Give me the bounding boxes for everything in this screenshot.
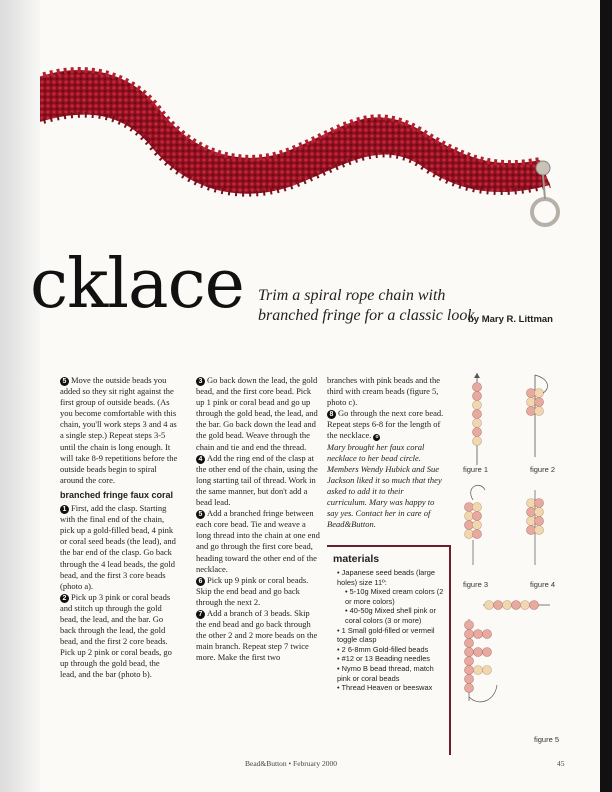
continued-text: branches with pink beads and the third with cream beads (figure 5, photo c). bbox=[327, 375, 441, 408]
materials-item: • #12 or 13 Beading needles bbox=[337, 654, 449, 664]
materials-item: • 2 6-8mm Gold-filled beads bbox=[337, 645, 449, 655]
step-number-badge: 8 bbox=[327, 410, 336, 419]
article-byline: by Mary R. Littman bbox=[468, 314, 553, 325]
materials-title: materials bbox=[333, 553, 380, 565]
step-number-badge: 2 bbox=[60, 594, 69, 603]
step-paragraph bbox=[60, 375, 178, 486]
materials-item: • 40-50g Mixed shell pink or coral colors (3 or more) bbox=[337, 606, 449, 625]
materials-box bbox=[327, 545, 451, 755]
figure-3-label: figure 3 bbox=[463, 580, 489, 589]
step-paragraph bbox=[196, 608, 320, 663]
text-column-2 bbox=[196, 375, 320, 663]
page-number: 45 bbox=[557, 759, 565, 768]
step-text: Move the outside beads you added so they sit right against the first group of outside beads. (As you become comfortable with this chain, you'll work steps 3 and 4 as a single step.) Repeat steps 3-5 until the chain is long enough. It will take 8-9 repetitions before the outside beads begin to spiral around the core. bbox=[60, 375, 178, 485]
coral-necklace-photo bbox=[40, 20, 560, 260]
figure-5-label: figure 5 bbox=[534, 735, 560, 744]
materials-item: • Nymo B bead thread, match pink or coral beads bbox=[337, 664, 449, 683]
step-text: Add a branched fringe between each core bead. Tie and weave a long thread into the chain at one end and go through the first core bead, heading toward the other end of the necklace. bbox=[196, 508, 320, 574]
step-number-badge: 5 bbox=[60, 377, 69, 386]
step-text: First, add the clasp. Starting with the final end of the chain, pick up a gold-filled bead, 4 pink or coral seed beads (the lead), and the bar end of the clasp. Go back through the 4 lead beads, the gold bead, and the first 3 core beads (photo a). bbox=[60, 503, 176, 591]
step-text: Go back down the lead, the gold bead, and the first core bead. Pick up 1 pink or coral bead and go up through the gold bead, the lead, and the bar. Go back down the lead and the gold bead. Weave through the chain and tie and end the thread. bbox=[196, 375, 318, 452]
section-subhead: branched fringe faux coral bbox=[60, 489, 174, 500]
step-paragraph bbox=[327, 408, 445, 441]
step-text: Pick up 3 pink or coral beads and stitch up through the gold bead, the lead, and the bar. Go back through the lead, the gold bead, and the first 2 core beads. Pick up 2 pink or coral beads, go up through the gold bead, the lead, and the bar (photo b). bbox=[60, 591, 172, 680]
figure-1-diagram bbox=[473, 373, 482, 465]
figure-5-diagram bbox=[465, 601, 551, 702]
step-paragraph bbox=[196, 508, 320, 575]
article-tagline: Trim a spiral rope chain with branched fringe for a classic look bbox=[258, 287, 475, 324]
materials-item: • 1 Small gold-filled or vermeil toggle clasp bbox=[337, 626, 449, 645]
article-headline: cklace bbox=[30, 245, 244, 324]
step-number-badge: 7 bbox=[196, 610, 205, 619]
materials-item: • Thread Heaven or beeswax bbox=[337, 683, 449, 693]
step-number-badge: 5 bbox=[196, 510, 205, 519]
figure-3-diagram bbox=[465, 485, 486, 565]
figure-2-diagram bbox=[527, 375, 548, 457]
materials-list bbox=[327, 568, 449, 693]
step-number-badge: 4 bbox=[196, 455, 205, 464]
end-mark-icon: o bbox=[375, 434, 379, 441]
text-column-3 bbox=[327, 375, 445, 530]
step-paragraph bbox=[60, 592, 178, 681]
text-column-1 bbox=[60, 375, 178, 681]
step-text: Add a branch of 3 beads. Skip the end bead and go back through the other 2 and 2 more beads on the main branch. Repeat step 7 twice more. Make the first two bbox=[196, 607, 318, 663]
materials-item: • Japanese seed beads (large holes) size 11º: bbox=[337, 568, 449, 587]
materials-item: • 5-10g Mixed cream colors (2 or more colors) bbox=[337, 587, 449, 606]
step-number-badge: 3 bbox=[196, 377, 205, 386]
step-paragraph bbox=[60, 503, 178, 592]
binding-gutter bbox=[0, 0, 40, 792]
figure-1-label: figure 1 bbox=[463, 465, 489, 474]
figure-4-diagram bbox=[527, 490, 544, 565]
bead-diagrams bbox=[455, 365, 575, 745]
scan-edge bbox=[600, 0, 612, 792]
step-paragraph bbox=[196, 375, 320, 453]
figure-2-label: figure 2 bbox=[530, 465, 556, 474]
figure-4-label: figure 4 bbox=[530, 580, 556, 589]
step-number-badge: 1 bbox=[60, 505, 69, 514]
step-paragraph bbox=[196, 575, 320, 608]
page-footer: Bead&Button • February 2000 bbox=[245, 759, 337, 768]
step-text: Add the ring end of the clasp at the other end of the chain, using the long starting tail of thread. Work in the same manner, but don't add a bead lead. bbox=[196, 452, 318, 508]
step-text: Go through the next core bead. Repeat steps 6-8 for the length of the necklace. bbox=[327, 408, 444, 441]
author-note: Mary brought her faux coral necklace to her bead circle. Members Wendy Hubick and Sue Jackson liked it so much that they asked to add it to their curriculum. Mary was happy to say yes. Contact her in care of Bead&Button. bbox=[327, 441, 442, 530]
step-text: Pick up 9 pink or coral beads. Skip the end bead and go back through the next 2. bbox=[196, 574, 309, 607]
step-paragraph bbox=[196, 453, 320, 508]
step-number-badge: 6 bbox=[196, 577, 205, 586]
